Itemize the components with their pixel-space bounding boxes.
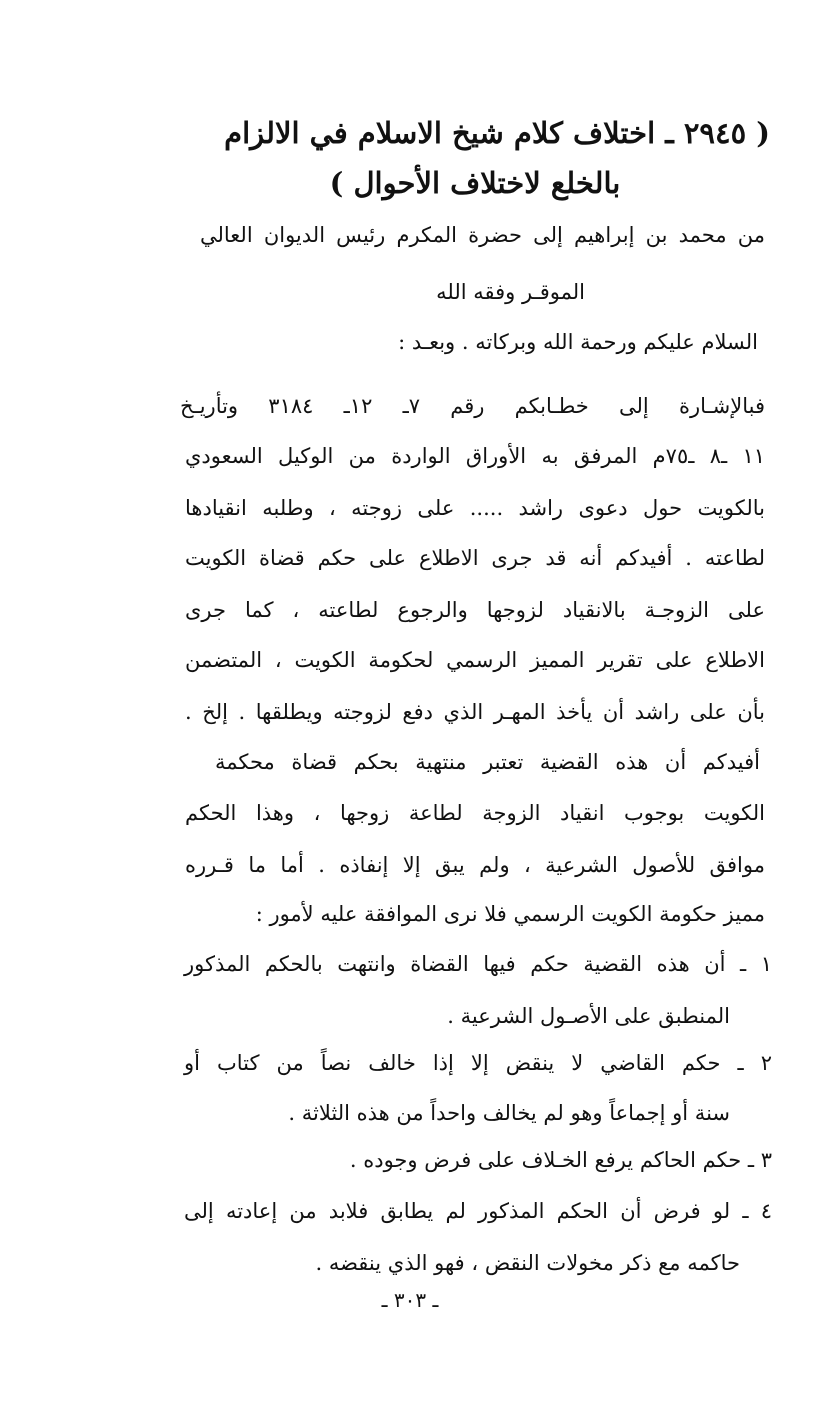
body-line: ١ ـ أن هذه القضية حكم فيها القضاة وانتهت بالحكم المذكور — [184, 952, 772, 976]
title-line-1: ( ٢٩٤٥ ـ اختلاف كلام شيخ الاسلام في الالزام — [224, 116, 770, 150]
body-line: مميز حكومة الكويت الرسمي فلا نرى الموافقة عليه لأمور : — [255, 902, 765, 926]
body-line: ٤ ـ لو فرض أن الحكم المذكور لم يطابق فلابد من إعادته إلى — [184, 1199, 772, 1223]
body-line: ٣ ـ حكم الحاكم يرفع الخـلاف على فرض وجوده . — [349, 1148, 772, 1172]
body-line: ٢ ـ حكم القاضي لا ينقض إلا إذا خالف نصاً من كتاب أو — [184, 1051, 772, 1075]
fatwa-title — [170, 108, 770, 208]
body-line: بأن على راشد أن يأخذ المهـر الذي دفع لزوجته ويطلقها . إلخ . — [185, 700, 765, 724]
body-line: الكويت بوجوب انقياد الزوجة لطاعة زوجها ، وهذا الحكم — [185, 801, 765, 825]
body-line: المنطبق على الأصـول الشرعية . — [447, 1004, 730, 1028]
body-line: فبالإشـارة إلى خطـابكم رقم ٧ـ ١٢ـ ٣١٨٤ وتأريـخ — [180, 394, 765, 418]
body-line: السلام عليكم ورحمة الله وبركاته . وبعـد : — [398, 330, 758, 354]
body-line: من محمد بن إبراهيم إلى حضرة المكرم رئيس الديوان العالي — [200, 223, 765, 247]
body-line: بالكويت حول دعوى راشد ..... على زوجته ، وطلبه انقيادها — [185, 496, 765, 520]
body-line: على الزوجـة بالانقياد لزوجها والرجوع لطاعته ، كما جرى — [185, 598, 765, 622]
body-line: الموقـر وفقه الله — [436, 280, 585, 304]
body-line: موافق للأصول الشرعية ، ولم يبق إلا إنفاذه . أما ما قـرره — [185, 853, 765, 877]
title-line-2: بالخلع لاختلاف الأحوال ) — [329, 166, 621, 200]
page-number: ـ ٣٠٣ ـ — [381, 1288, 439, 1312]
body-line: الاطلاع على تقرير المميز الرسمي لحكومة الكويت ، المتضمن — [185, 648, 765, 672]
body-line: ١١ ـ٨ ـ٧٥م المرفق به الأوراق الواردة من الوكيل السعودي — [185, 444, 766, 468]
body-line: سنة أو إجماعاً وهو لم يخالف واحداً من هذه الثلاثة . — [288, 1101, 730, 1125]
body-line: لطاعته . أفيدكم أنه قد جرى الاطلاع على حكم قضاة الكويت — [185, 546, 765, 570]
body-line: أفيدكم أن هذه القضية تعتبر منتهية بحكم قضاة محكمة — [215, 750, 760, 774]
body-line: حاكمه مع ذكر مخولات النقض ، فهو الذي ينقضه . — [315, 1251, 740, 1275]
